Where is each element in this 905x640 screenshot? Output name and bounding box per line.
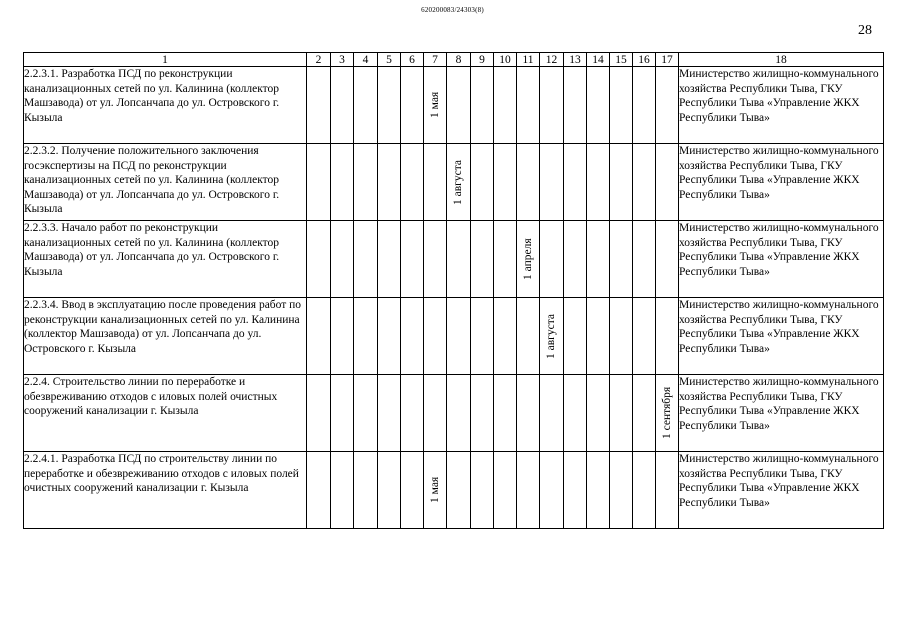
period-cell-15: [610, 67, 633, 144]
period-cell-14: [587, 452, 610, 529]
period-cell-4: [354, 375, 378, 452]
period-cell-9: [471, 298, 494, 375]
period-cell-15: [610, 375, 633, 452]
period-cell-7: [424, 298, 447, 375]
responsible-executor: Министерство жилищно-коммунального хозяйства Республики Тыва, ГКУ Республики Тыва «Управление ЖКХ Республики Тыва»: [679, 67, 884, 144]
period-cell-17: [656, 144, 679, 221]
period-cell-12: [540, 144, 564, 221]
period-cell-14: [587, 298, 610, 375]
period-cell-15: [610, 452, 633, 529]
period-cell-9: [471, 375, 494, 452]
period-cell-14: [587, 375, 610, 452]
column-header-3: 3: [331, 53, 354, 67]
period-cell-3: [331, 67, 354, 144]
deadline-date: 1 апреля: [521, 238, 534, 280]
table-row: [24, 67, 884, 144]
schedule-table: [23, 52, 884, 529]
period-cell-3: [331, 375, 354, 452]
column-header-11: 11: [517, 53, 540, 67]
document-code: 620200083/24303(8): [421, 6, 484, 14]
period-cell-3: [331, 144, 354, 221]
period-cell-13: [564, 221, 587, 298]
deadline-date: 1 мая: [428, 476, 441, 503]
period-cell-4: [354, 452, 378, 529]
table-row: [24, 375, 884, 452]
period-cell-4: [354, 144, 378, 221]
period-cell-5: [378, 452, 401, 529]
period-cell-4: [354, 67, 378, 144]
period-cell-6: [401, 375, 424, 452]
column-header-8: 8: [447, 53, 471, 67]
period-cell-8: [447, 221, 471, 298]
period-cell-2: [307, 298, 331, 375]
period-cell-14: [587, 144, 610, 221]
period-cell-3: [331, 452, 354, 529]
column-header-10: 10: [494, 53, 517, 67]
period-cell-5: [378, 375, 401, 452]
period-cell-5: [378, 298, 401, 375]
column-number-row: [24, 53, 884, 67]
period-cell-2: [307, 144, 331, 221]
period-cell-14: [587, 67, 610, 144]
responsible-executor: Министерство жилищно-коммунального хозяйства Республики Тыва, ГКУ Республики Тыва «Управление ЖКХ Республики Тыва»: [679, 298, 884, 375]
period-cell-10: [494, 67, 517, 144]
column-header-16: 16: [633, 53, 656, 67]
period-cell-12: [540, 67, 564, 144]
period-cell-10: [494, 298, 517, 375]
period-cell-3: [331, 221, 354, 298]
period-cell-13: [564, 452, 587, 529]
period-cell-16: [633, 221, 656, 298]
responsible-executor: Министерство жилищно-коммунального хозяйства Республики Тыва, ГКУ Республики Тыва «Управление ЖКХ Республики Тыва»: [679, 452, 884, 529]
period-cell-7: [424, 375, 447, 452]
responsible-executor: Министерство жилищно-коммунального хозяйства Республики Тыва, ГКУ Республики Тыва «Управление ЖКХ Республики Тыва»: [679, 221, 884, 298]
period-cell-17: [656, 298, 679, 375]
deadline-date: 1 августа: [545, 313, 557, 359]
task-description: 2.2.3.2. Получение положительного заключения госэкспертизы на ПСД по реконструкции канализационных сетей по ул. Калинина (коллектор Машзавода) от ул. Лопсанчапа до ул. Островского г. Кызыла: [24, 144, 307, 221]
period-cell-12: [540, 221, 564, 298]
column-header-5: 5: [378, 53, 401, 67]
column-header-2: 2: [307, 53, 331, 67]
period-cell-16: [633, 298, 656, 375]
period-cell-13: [564, 375, 587, 452]
period-cell-11: [517, 298, 540, 375]
period-cell-17: [656, 221, 679, 298]
period-cell-16: [633, 375, 656, 452]
period-cell-17: [656, 375, 679, 452]
column-header-4: 4: [354, 53, 378, 67]
period-cell-10: [494, 221, 517, 298]
period-cell-8: [447, 67, 471, 144]
period-cell-9: [471, 221, 494, 298]
column-header-1: 1: [24, 53, 307, 67]
deadline-date: 1 сентября: [660, 386, 673, 439]
period-cell-12: [540, 298, 564, 375]
period-cell-2: [307, 375, 331, 452]
period-cell-13: [564, 298, 587, 375]
period-cell-11: [517, 144, 540, 221]
period-cell-6: [401, 67, 424, 144]
period-cell-9: [471, 452, 494, 529]
period-cell-5: [378, 144, 401, 221]
period-cell-8: [447, 144, 471, 221]
page-number: 28: [858, 23, 872, 38]
period-cell-13: [564, 144, 587, 221]
table-row: [24, 144, 884, 221]
period-cell-17: [656, 452, 679, 529]
period-cell-15: [610, 144, 633, 221]
column-header-6: 6: [401, 53, 424, 67]
period-cell-9: [471, 144, 494, 221]
table-row: [24, 298, 884, 375]
column-header-13: 13: [564, 53, 587, 67]
period-cell-11: [517, 221, 540, 298]
period-cell-2: [307, 221, 331, 298]
column-header-14: 14: [587, 53, 610, 67]
period-cell-7: [424, 67, 447, 144]
task-description: 2.2.3.3. Начало работ по реконструкции канализационных сетей по ул. Калинина (коллектор Машзавода) от ул. Лопсанчапа до ул. Островского г. Кызыла: [24, 221, 307, 298]
period-cell-5: [378, 67, 401, 144]
period-cell-6: [401, 221, 424, 298]
column-header-12: 12: [540, 53, 564, 67]
period-cell-16: [633, 452, 656, 529]
period-cell-4: [354, 221, 378, 298]
column-header-15: 15: [610, 53, 633, 67]
period-cell-14: [587, 221, 610, 298]
deadline-date: 1 мая: [428, 91, 441, 118]
period-cell-11: [517, 375, 540, 452]
table-row: [24, 221, 884, 298]
deadline-date: 1 августа: [452, 159, 464, 205]
period-cell-10: [494, 452, 517, 529]
period-cell-15: [610, 221, 633, 298]
period-cell-6: [401, 144, 424, 221]
task-description: 2.2.3.4. Ввод в эксплуатацию после проведения работ по реконструкции канализационных сетей по ул. Калинина (коллектор Машзавода) от ул. Лопсанчапа до ул. Островского г. Кызыла: [24, 298, 307, 375]
period-cell-12: [540, 452, 564, 529]
column-header-9: 9: [471, 53, 494, 67]
period-cell-7: [424, 452, 447, 529]
responsible-executor: Министерство жилищно-коммунального хозяйства Республики Тыва, ГКУ Республики Тыва «Управление ЖКХ Республики Тыва»: [679, 144, 884, 221]
period-cell-13: [564, 67, 587, 144]
period-cell-8: [447, 298, 471, 375]
period-cell-2: [307, 452, 331, 529]
period-cell-8: [447, 375, 471, 452]
period-cell-9: [471, 67, 494, 144]
period-cell-4: [354, 298, 378, 375]
column-header-18: 18: [679, 53, 884, 67]
period-cell-17: [656, 67, 679, 144]
period-cell-11: [517, 452, 540, 529]
period-cell-10: [494, 375, 517, 452]
column-header-7: 7: [424, 53, 447, 67]
column-header-17: 17: [656, 53, 679, 67]
period-cell-3: [331, 298, 354, 375]
period-cell-6: [401, 452, 424, 529]
period-cell-7: [424, 221, 447, 298]
period-cell-12: [540, 375, 564, 452]
task-description: 2.2.4.1. Разработка ПСД по строительству линии по переработке и обезвреживанию отходов с иловых полей очистных сооружений канализации г. Кызыла: [24, 452, 307, 529]
task-description: 2.2.3.1. Разработка ПСД по реконструкции канализационных сетей по ул. Калинина (коллектор Машзавода) от ул. Лопсанчапа до ул. Островского г. Кызыла: [24, 67, 307, 144]
period-cell-8: [447, 452, 471, 529]
period-cell-15: [610, 298, 633, 375]
period-cell-7: [424, 144, 447, 221]
period-cell-6: [401, 298, 424, 375]
task-description: 2.2.4. Строительство линии по переработке и обезвреживанию отходов с иловых полей очистных сооружений канализации г. Кызыла: [24, 375, 307, 452]
period-cell-11: [517, 67, 540, 144]
period-cell-10: [494, 144, 517, 221]
responsible-executor: Министерство жилищно-коммунального хозяйства Республики Тыва, ГКУ Республики Тыва «Управление ЖКХ Республики Тыва»: [679, 375, 884, 452]
period-cell-2: [307, 67, 331, 144]
table-row: [24, 452, 884, 529]
period-cell-5: [378, 221, 401, 298]
period-cell-16: [633, 67, 656, 144]
period-cell-16: [633, 144, 656, 221]
